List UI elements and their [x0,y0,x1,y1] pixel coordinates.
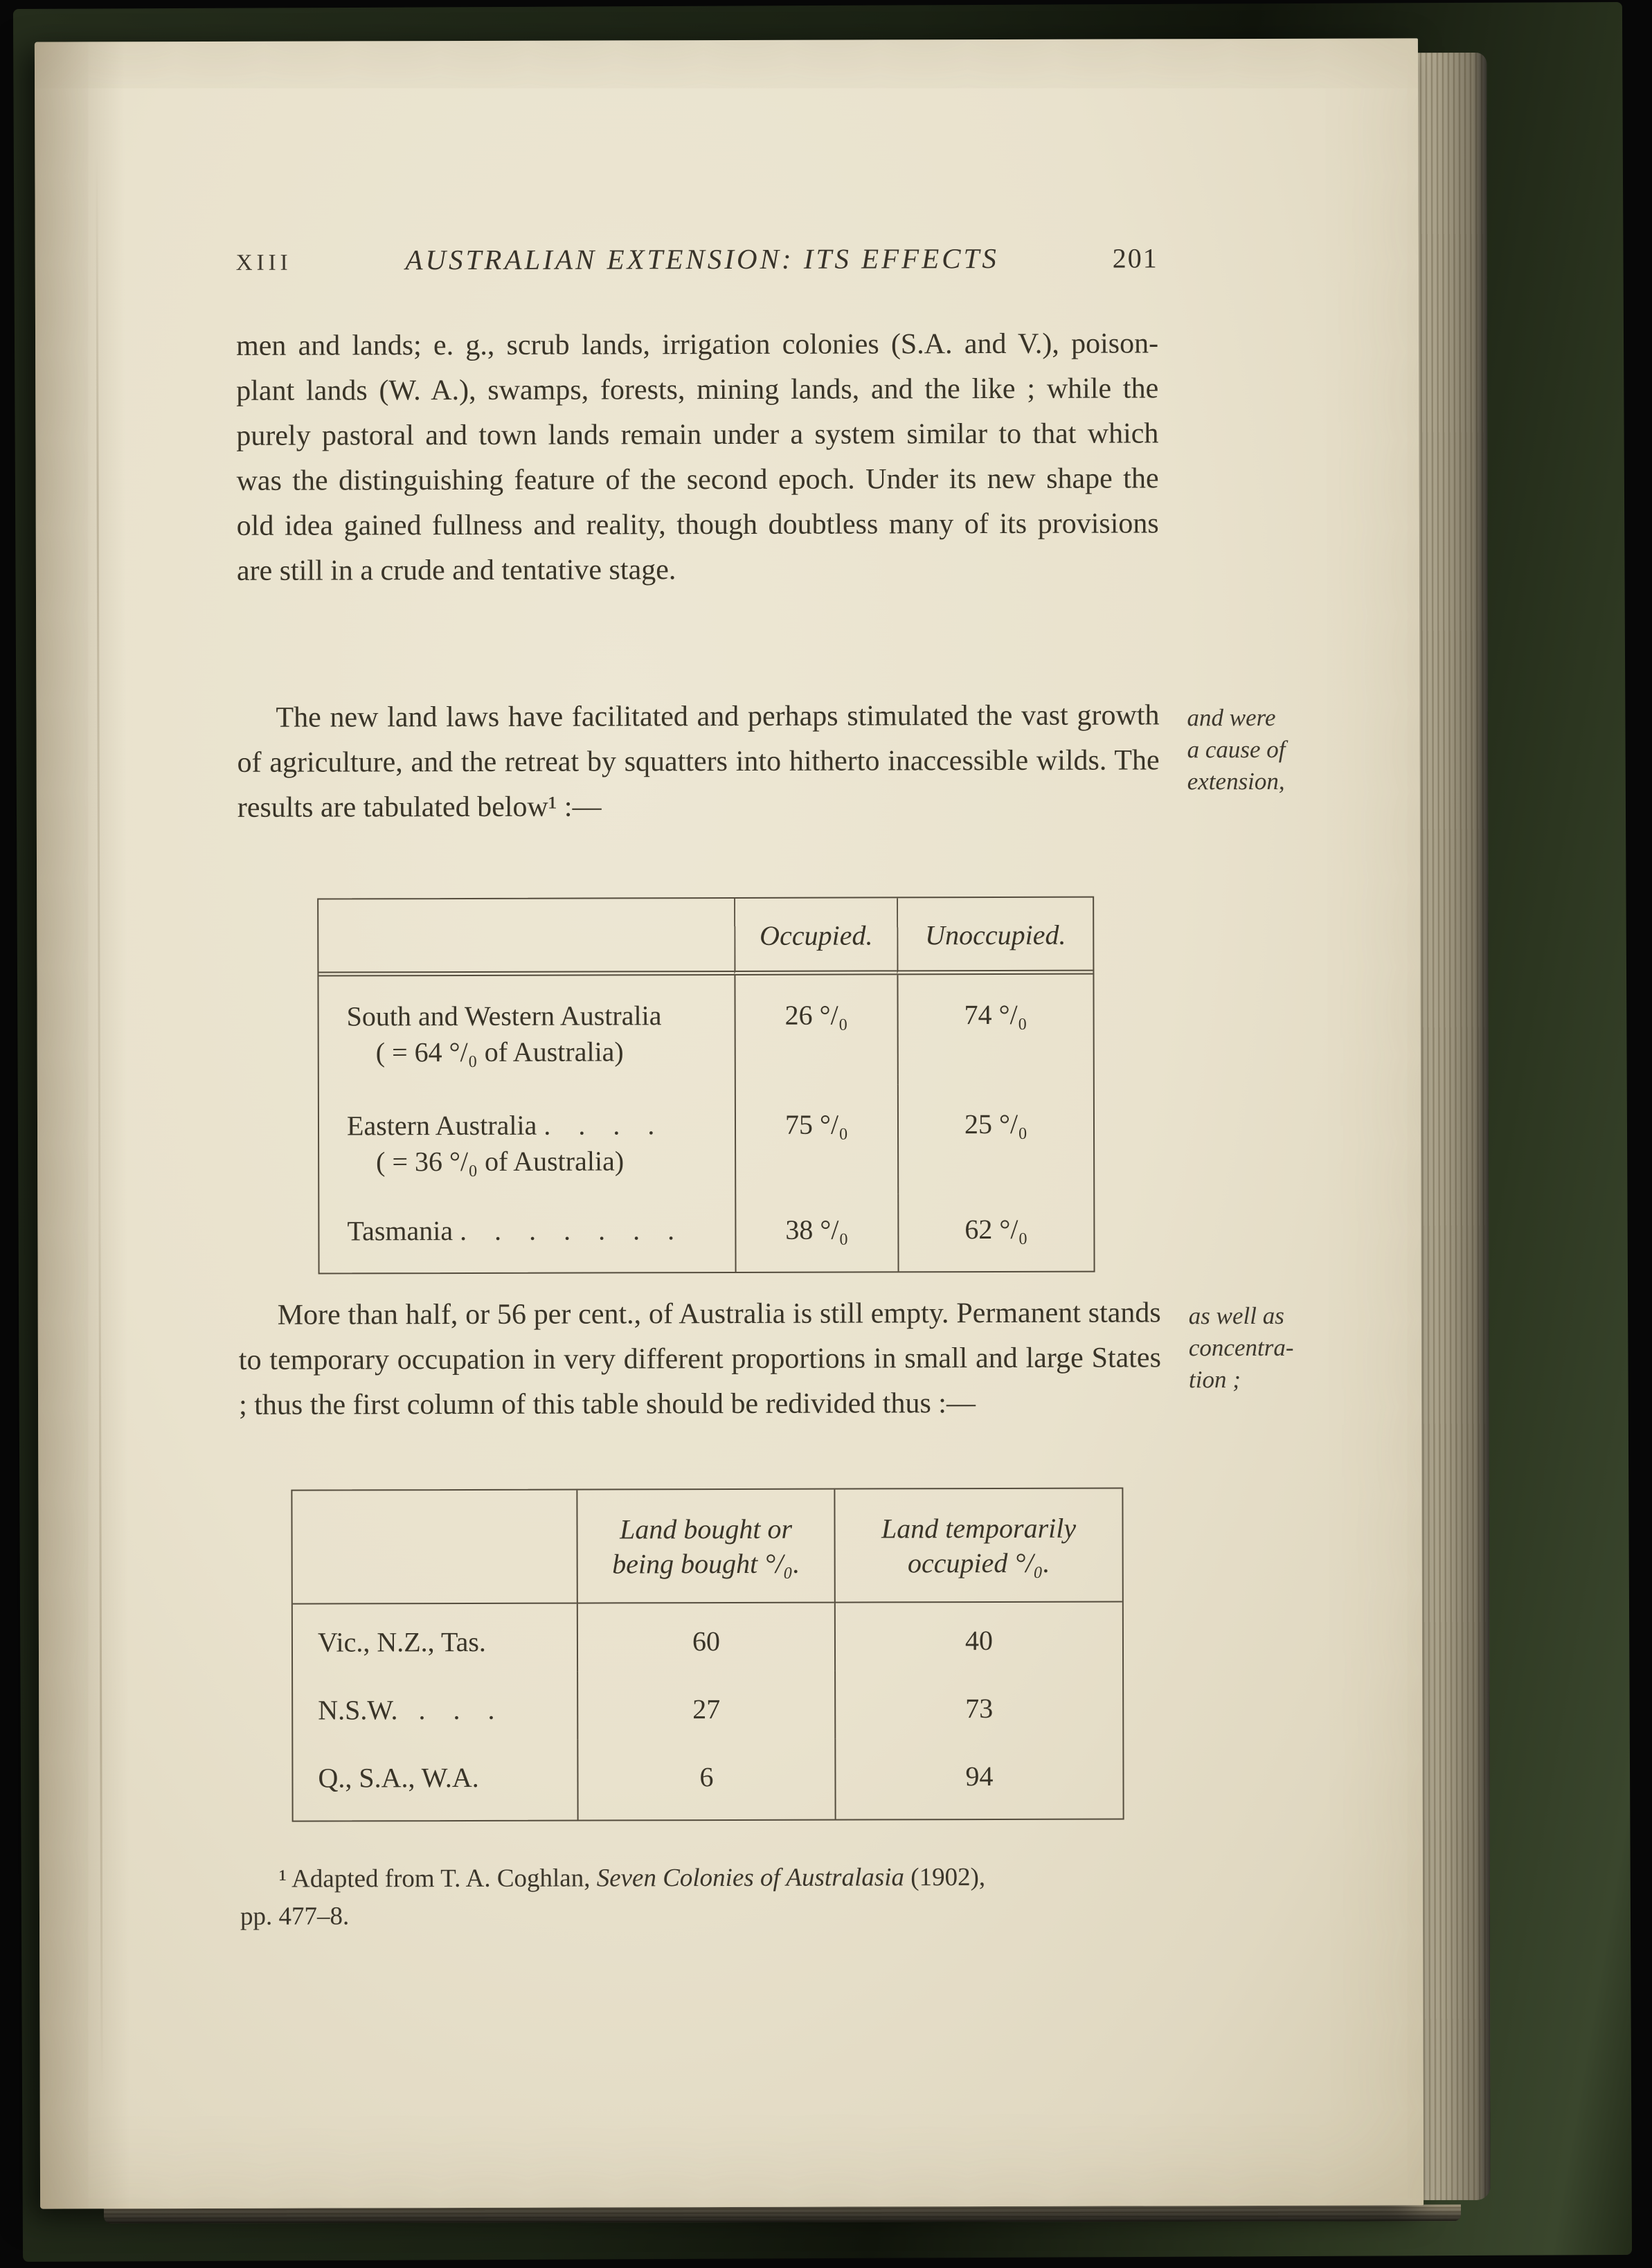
table1-row-label-line1: Tasmania . . . . . . . [347,1214,675,1247]
table2-header-bought-line2: being bought °/₀. [612,1547,800,1580]
table2-row-label: Vic., N.Z., Tas. [317,1626,486,1658]
margin-note-line: a cause of [1187,735,1286,764]
footnote [240,1858,1162,1935]
table2-header-bought-line1: Land bought or [620,1513,793,1545]
table2-header-blank [292,1491,576,1605]
margin-note-line: tion ; [1188,1366,1241,1394]
table2-header-bought [576,1490,834,1604]
margin-note-line: and were [1187,703,1276,732]
chapter-number: XIII [235,250,292,276]
table2-cell-bought: 6 [577,1739,834,1820]
table2-cell-occupied: 40 [834,1603,1122,1671]
table2-cell-bought: 60 [577,1603,834,1672]
table1-row-label [319,1085,735,1196]
footnote-prefix: ¹ Adapted from T. A. Coghlan, [278,1864,597,1893]
margin-note-1 [1187,701,1394,798]
table1-cell-occupied: 75 °/₀ [735,1084,897,1194]
table2-header-occupied-line1: Land temporarily [881,1512,1077,1545]
gutter-shadow [35,42,130,2208]
table2-header-occupied-line2: occupied °/₀. [907,1547,1050,1579]
footnote-line1 [240,1858,1162,1898]
table2-row-label: Q., S.A., W.A. [318,1761,479,1794]
book-page [35,38,1424,2208]
table2-cell-occupied: 94 [834,1738,1122,1819]
table1-cell-occupied: 38 °/₀ [735,1194,897,1272]
table1-row-label [318,975,734,1086]
running-header [236,241,1158,276]
table2-cell-occupied: 73 [834,1671,1122,1739]
margin-note-line: as well as [1188,1302,1284,1330]
page-edge-stack-right [1416,53,1490,2200]
margin-note-2 [1189,1299,1397,1396]
margin-note-line: extension, [1187,767,1285,795]
paragraph-2: The new land laws have facilitated and perhaps stimulated the vast growth of agriculture, and the retreat by squatters into hitherto inaccessible wilds. The results are tabulated below¹ :— [237,699,1160,824]
footnote-suffix: (1902), [904,1863,986,1892]
paragraph-1: men and lands; e. g., scrub lands, irrigation colonies (S.A. and V.), poison-plant lands (W. A.), swamps, forests, mining lands, and the like ; while the purely pastoral and town lands remain under a system similar to that which was the distinguishing feature of the second epoch. Under its new shape the old idea gained fullness and reality, though doubtless many of its provisions are still in a crude and tentative stage. [235,327,1159,587]
table1-row-label-line2: ( = 64 °/₀ of Australia) [375,1036,624,1068]
footnote-line2: pp. 477–8. [240,1902,350,1931]
running-title: AUSTRALIAN EXTENSION: ITS EFFECTS [405,242,999,276]
land-tenure-table [291,1488,1124,1822]
footnote-work-title: Seven Colonies of Australasia [596,1863,905,1893]
table1-cell-occupied: 26 °/₀ [734,975,897,1085]
paragraph-3: More than half, or 56 per cent., of Australia is still empty. Permanent stands to temporary occupation in very different proportions in small and large States ; thus the first column of this table should be redivided thus :— [238,1297,1161,1421]
occupation-table [317,897,1095,1275]
table1-row-label-line2: ( = 36 °/₀ of Australia) [376,1145,625,1178]
table1-cell-unoccupied: 25 °/₀ [897,1084,1093,1194]
table1-header-unoccupied: Unoccupied. [897,898,1093,975]
table1-cell-unoccupied: 62 °/₀ [897,1194,1093,1272]
margin-note-line: concentra- [1188,1333,1294,1362]
table1-header-occupied: Occupied. [734,898,897,975]
table1-header-blank [318,899,734,977]
table2-cell-bought: 27 [577,1671,834,1740]
table1-cell-unoccupied: 74 °/₀ [897,975,1093,1085]
table1-row-label [319,1194,735,1273]
page-number: 201 [1112,242,1158,274]
table2-header-occupied [834,1489,1122,1603]
table2-row-label: N.S.W. . . . [318,1693,495,1726]
table1-row-label-line1: Eastern Australia . . . . [346,1109,655,1142]
table1-row-label-line1: South and Western Australia [346,1000,662,1032]
